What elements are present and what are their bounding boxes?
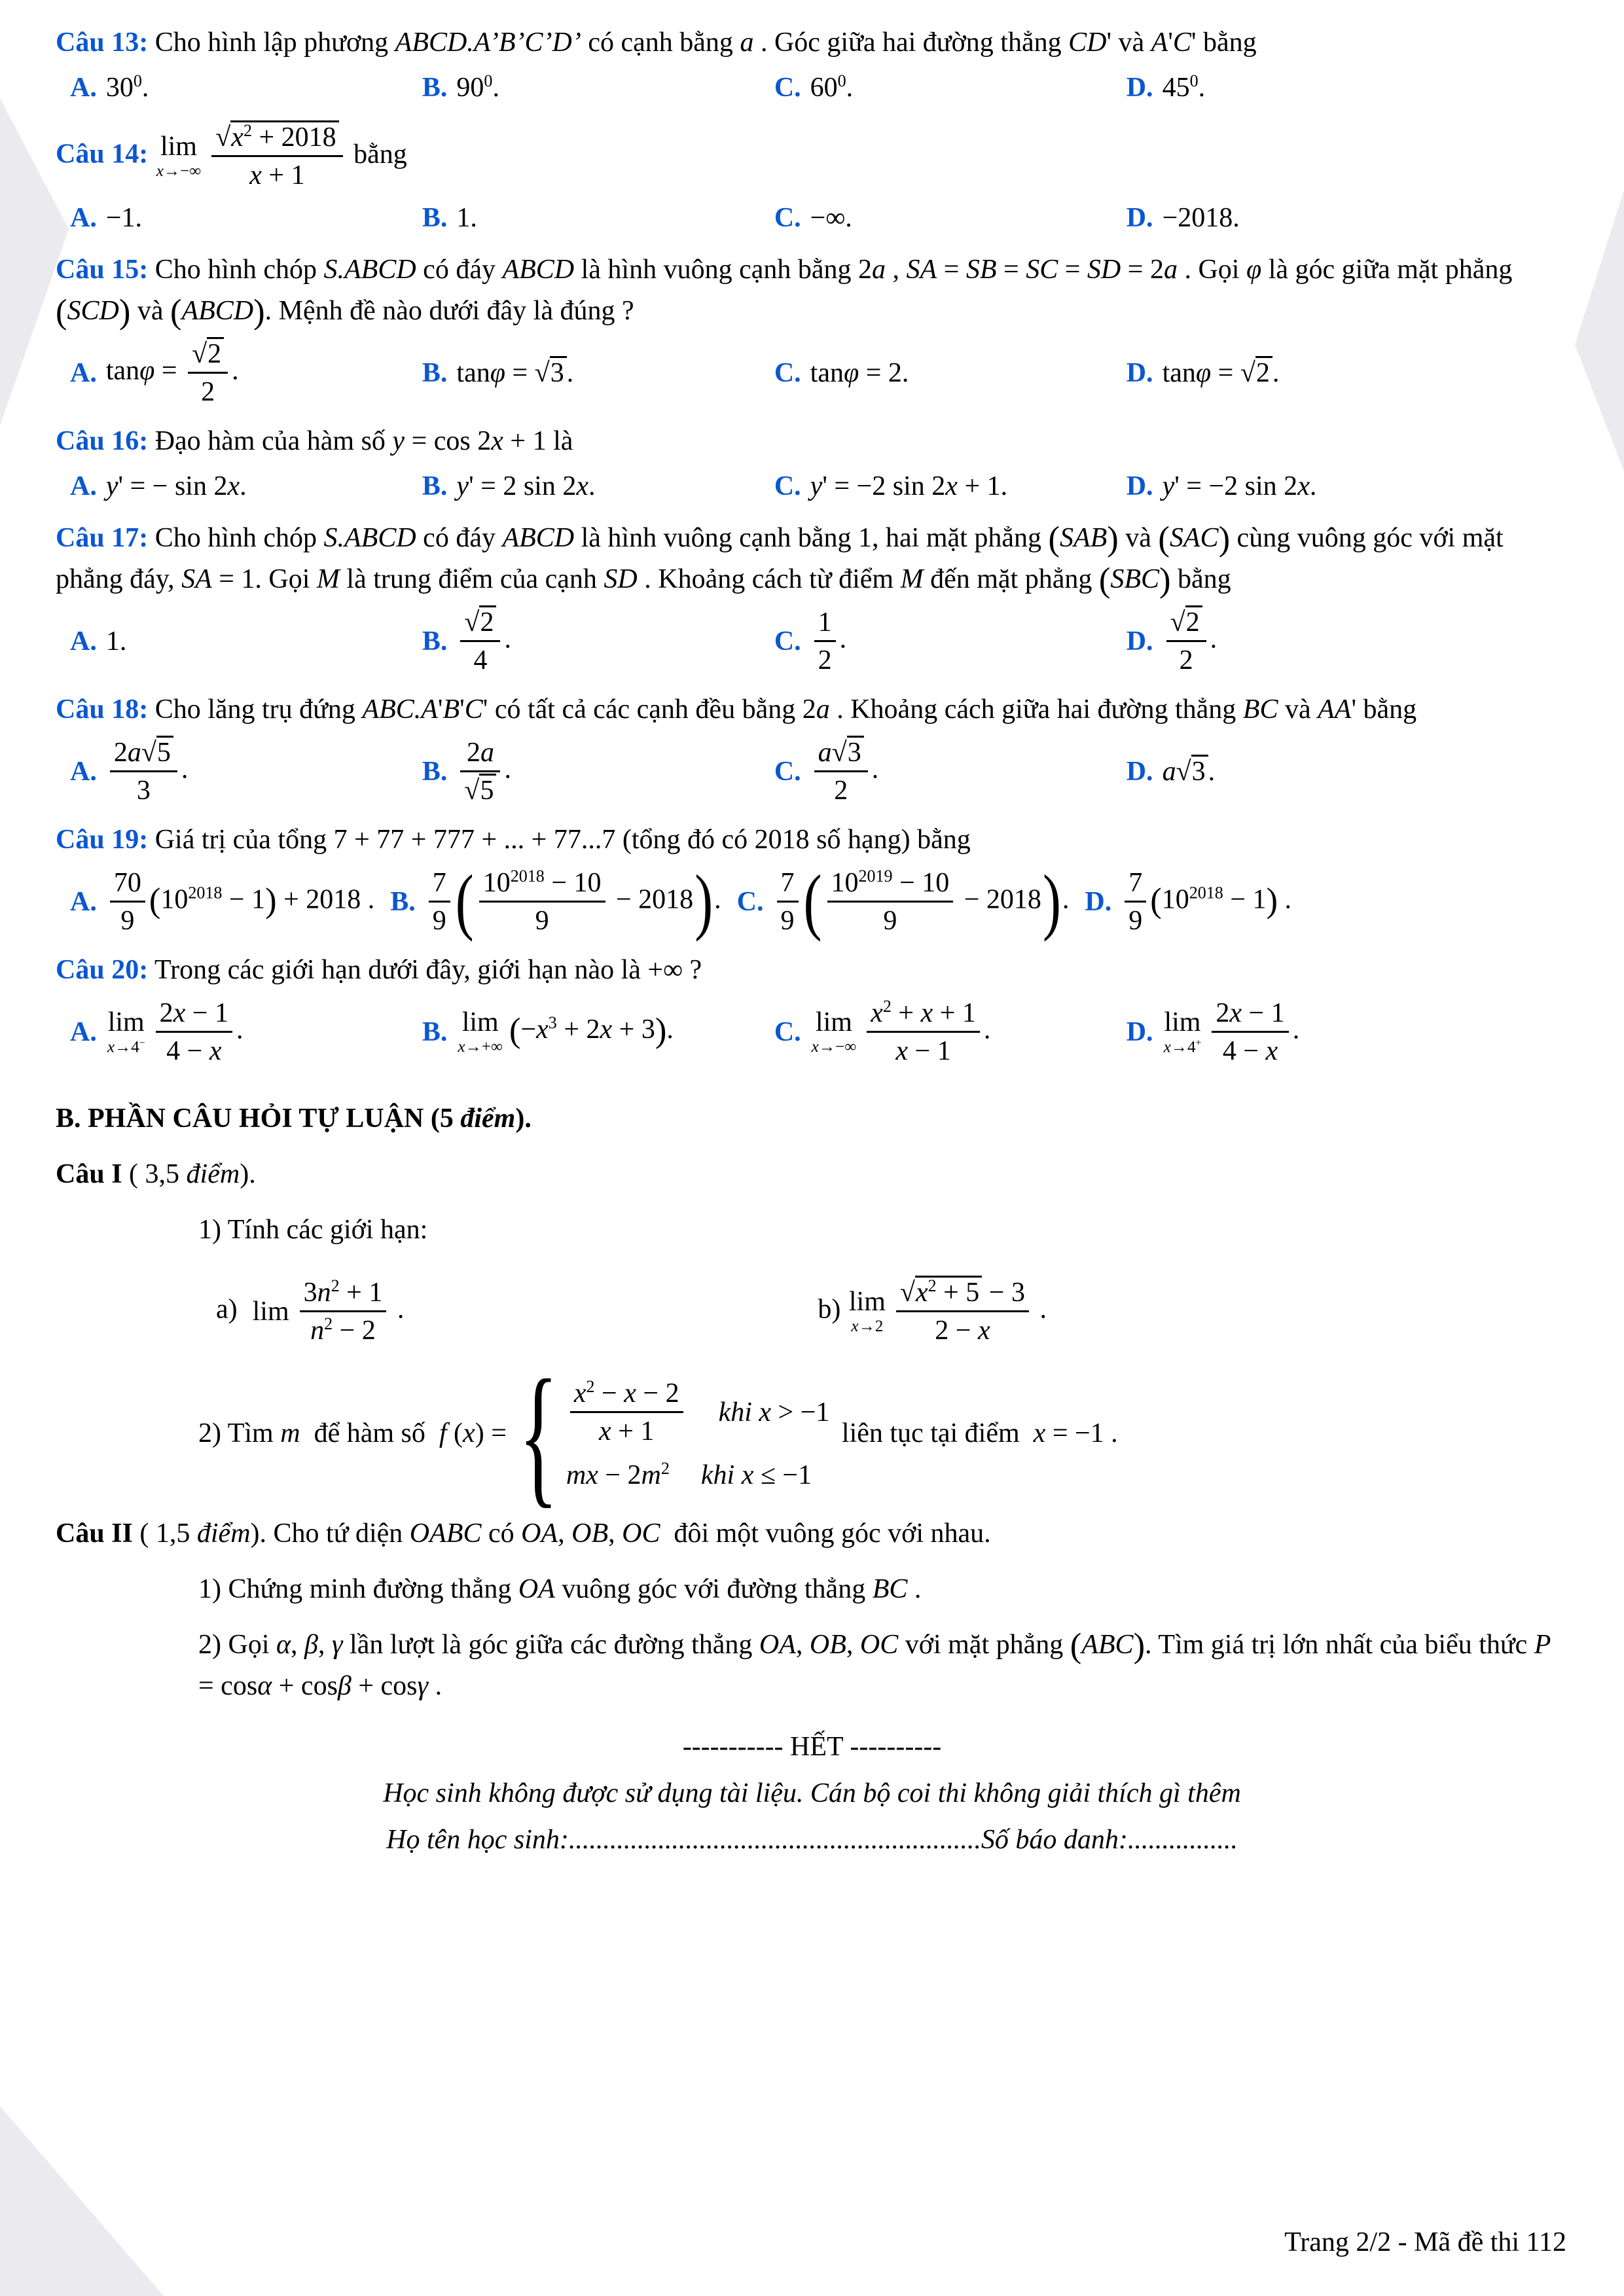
option-text: $45^0$. xyxy=(1162,71,1206,103)
option-letter: D. xyxy=(1085,886,1112,917)
essay-section xyxy=(56,1098,1568,1707)
option-text: −∞. xyxy=(810,203,852,233)
option-c xyxy=(774,995,1127,1069)
option-b xyxy=(422,198,774,239)
option-letter: D. xyxy=(1126,203,1153,233)
option-text: y' = 2 sin 2x. xyxy=(456,471,596,501)
page-footer: Trang 2/2 - Mã đề thi 112 xyxy=(1284,2227,1566,2257)
option-text: $\frac{√2}{4}$ . xyxy=(456,604,511,679)
option-text: tanφ = $\frac{√2}{2}$ . xyxy=(106,336,239,410)
option-text: $\frac{a√3}{2}$ . xyxy=(810,734,879,809)
option-letter: C. xyxy=(774,626,801,656)
option-c xyxy=(774,734,1127,809)
question-text: lim x→−∞ $\frac{√x^2 + 2018}{x + 1}$ bằng xyxy=(155,139,407,170)
option-a xyxy=(70,621,422,662)
option-d xyxy=(1127,604,1568,679)
option-text: tanφ = √3. xyxy=(456,353,573,394)
option-letter: B. xyxy=(390,886,416,917)
answer-options xyxy=(56,995,1568,1069)
option-letter: A. xyxy=(70,756,97,787)
option-letter: C. xyxy=(774,471,801,501)
question-number: Câu 17: xyxy=(56,523,149,553)
option-b xyxy=(422,604,774,679)
option-letter: D. xyxy=(1126,756,1153,787)
option-text: $\frac{2a√5}{3}$ . xyxy=(106,734,189,809)
essay-item-1: 1) Tính các giới hạn: xyxy=(198,1215,428,1245)
option-letter: A. xyxy=(70,73,97,103)
option-text: $\frac{7}{9}$ ( $\frac{10^{2019} - 10}{9}$ − 2018). xyxy=(773,865,1070,939)
question-stem-line xyxy=(56,689,1568,730)
essay-item-2: 2) Tìm m để hàm số f (x) = { $x^2 - x - 2$ x + 1 khi x > −1 mx − $2m^2$ khi x ≤ −1 liên tục tại điểm x = −1 . xyxy=(198,1348,1118,1522)
limit-b: b) lim x→2 $\frac{√x^2 + 5 - 3}{2 - x}$ . xyxy=(818,1274,1047,1349)
option-letter: D. xyxy=(1126,1016,1153,1047)
option-text: $30^0$. xyxy=(105,71,149,103)
end-marker: ----------- HẾT ---------- xyxy=(682,1732,942,1762)
option-d xyxy=(1127,67,1568,109)
option-a xyxy=(70,198,422,239)
option-letter: C. xyxy=(774,357,801,388)
option-d xyxy=(1127,353,1568,394)
limit-a: a) lim $\frac{3n^2 + 1}{n^2 - 2}$ . xyxy=(216,1274,818,1349)
option-text: $\frac{7}{9}$ ( $\frac{10^{2018} - 10}{9}$ − 2018). xyxy=(425,865,721,939)
option-a xyxy=(70,466,422,507)
option-text: tanφ = 2. xyxy=(810,357,909,388)
watermark-shape xyxy=(1575,190,1624,471)
essay-cau-ii: Câu II ( 1,5 điểm). Cho tứ diện OABC có OA, OB, OC đôi một vuông góc với nhau. xyxy=(56,1518,991,1549)
option-text: lim x→4+ $\frac{2x - 1}{4 - x}$ . xyxy=(1163,995,1300,1069)
option-text: lim x→−∞ $\frac{x^2 + x + 1}{x - 1}$ . xyxy=(810,995,991,1069)
question-stem-line xyxy=(56,819,1568,861)
option-letter: C. xyxy=(736,886,764,917)
question-15 xyxy=(56,249,1568,410)
option-b xyxy=(422,67,774,109)
answer-options xyxy=(56,604,1568,679)
question-stem-line xyxy=(56,950,1568,991)
option-text: a√3. xyxy=(1163,751,1216,793)
option-letter: B. xyxy=(422,357,448,388)
footer-block xyxy=(56,1727,1568,1861)
question-19 xyxy=(56,819,1568,942)
option-text: $\frac{7}{9}$ $(10^{2018} - 1)$ . xyxy=(1121,865,1291,939)
option-letter: A. xyxy=(70,886,97,917)
option-letter: B. xyxy=(422,73,448,103)
option-text: −1. xyxy=(105,203,143,233)
option-b xyxy=(422,1007,774,1056)
option-letter: A. xyxy=(70,1016,97,1047)
question-number: Câu 15: xyxy=(56,255,149,285)
question-17 xyxy=(56,518,1568,679)
option-letter: D. xyxy=(1126,626,1153,656)
option-letter: B. xyxy=(422,756,448,787)
answer-options xyxy=(56,67,1568,109)
option-letter: A. xyxy=(70,626,97,656)
question-text: Cho hình lập phương ABCD.A’B’C’D’ có cạnh bằng a . Góc giữa hai đường thẳng CD' và A'C' bằng xyxy=(154,27,1257,58)
option-letter: D. xyxy=(1126,73,1153,103)
option-text: $\frac{2a}{√5}$ . xyxy=(456,734,511,809)
option-letter: A. xyxy=(70,357,97,388)
option-text: y' = −2 sin 2x. xyxy=(1162,471,1317,501)
option-letter: C. xyxy=(774,203,801,233)
question-number: Câu 18: xyxy=(56,694,149,725)
option-letter: C. xyxy=(774,73,801,103)
option-letter: B. xyxy=(422,203,448,233)
answer-options xyxy=(56,734,1568,809)
option-c xyxy=(774,604,1127,679)
question-14 xyxy=(56,119,1568,239)
exam-note: Học sinh không được sử dụng tài liệu. Cán bộ coi thi không giải thích gì thêm xyxy=(383,1778,1241,1808)
option-letter: A. xyxy=(70,471,97,501)
cau-ii-item-2: 2) Gọi α, β, γ lần lượt là góc giữa các đường thẳng OA, OB, OC với mặt phẳng (ABC). Tìm giá trị lớn nhất của biểu thức P = cosα + cosβ + cosγ . xyxy=(198,1626,1551,1701)
student-name-line: Họ tên học sinh:............................................................Số báo danh:................ xyxy=(386,1825,1238,1855)
option-text: −2018. xyxy=(1162,203,1240,233)
option-text: 1. xyxy=(105,626,127,656)
answer-options xyxy=(56,336,1568,410)
option-a xyxy=(70,67,422,109)
question-number: Câu 19: xyxy=(56,825,149,855)
question-text: Cho lăng trụ đứng ABC.A'B'C' có tất cả các cạnh đều bằng 2a . Khoảng cách giữa hai đường thẳng BC và AA' bằng xyxy=(154,694,1417,725)
question-text: Đạo hàm của hàm số y = cos 2x + 1 là xyxy=(154,426,573,456)
essay-cau-i: Câu I ( 3,5 điểm). xyxy=(56,1159,256,1189)
option-text: 1. xyxy=(456,203,477,233)
option-text: $\frac{√2}{2}$ . xyxy=(1163,604,1218,679)
question-text: Trong các giới hạn dưới đây, giới hạn nào là +∞ ? xyxy=(154,955,702,985)
option-c xyxy=(774,67,1127,109)
answer-options xyxy=(56,466,1568,507)
question-number: Câu 16: xyxy=(56,426,149,456)
option-c xyxy=(774,466,1127,507)
question-number: Câu 14: xyxy=(56,139,149,170)
question-16 xyxy=(56,421,1568,507)
option-d xyxy=(1127,466,1568,507)
question-13 xyxy=(56,22,1568,109)
option-d xyxy=(1085,865,1291,939)
option-c xyxy=(774,353,1127,394)
question-18 xyxy=(56,689,1568,809)
option-text: lim x→+∞ $(-x^3 + 2x + 3)$. xyxy=(458,1007,674,1056)
multiple-choice-section xyxy=(56,22,1568,1069)
option-c xyxy=(736,860,1070,942)
question-number: Câu 13: xyxy=(56,27,149,58)
option-b xyxy=(422,734,774,809)
option-d xyxy=(1127,751,1568,793)
option-text: tanφ = √2. xyxy=(1163,353,1280,394)
question-20 xyxy=(56,950,1568,1069)
question-stem-line xyxy=(56,421,1568,462)
watermark-shape xyxy=(0,2106,164,2296)
option-text: $\frac{70}{9}$ $(10^{2018} - 1) + 2018$ . xyxy=(106,865,374,939)
option-b xyxy=(422,466,774,507)
limits-row xyxy=(56,1274,1568,1349)
question-text: Giá trị của tổng 7 + 77 + 777 + ... + 77...7 (tổng đó có 2018 số hạng) bằng xyxy=(154,825,971,855)
option-a xyxy=(70,865,374,939)
option-text: $\frac{1}{2}$ . xyxy=(810,604,847,679)
option-letter: D. xyxy=(1126,357,1153,388)
answer-options xyxy=(56,198,1568,239)
option-text: lim x→4− $\frac{2x - 1}{4 - x}$ . xyxy=(106,995,244,1069)
question-text: Cho hình chóp S.ABCD có đáy ABCD là hình vuông cạnh bằng 1, hai mặt phẳng (SAB) và (SAC) cùng vuông góc với mặt phẳng đáy, SA = 1. Gọi M là trung điểm của cạnh SD . Khoảng cách từ điểm M đến mặt phẳng (SBC) bằng xyxy=(56,520,1504,600)
option-text: y' = −2 sin 2x + 1. xyxy=(810,471,1008,501)
option-a xyxy=(70,734,422,809)
question-stem-line xyxy=(56,22,1568,63)
question-stem-line xyxy=(56,119,1568,194)
option-letter: D. xyxy=(1126,471,1153,501)
cau-ii-item-1: 1) Chứng minh đường thẳng OA vuông góc với đường thẳng BC . xyxy=(198,1574,922,1604)
option-letter: A. xyxy=(70,203,97,233)
question-stem-line xyxy=(56,249,1568,332)
option-letter: B. xyxy=(422,1016,448,1047)
option-b xyxy=(390,860,721,942)
option-text: y' = − sin 2x. xyxy=(105,471,247,501)
option-letter: B. xyxy=(422,471,448,501)
question-stem-line xyxy=(56,518,1568,600)
answer-options xyxy=(56,860,1568,942)
option-text: $90^0$. xyxy=(456,71,499,103)
question-number: Câu 20: xyxy=(56,955,149,985)
option-d xyxy=(1127,995,1568,1069)
option-letter: B. xyxy=(422,626,448,656)
option-text: $60^0$. xyxy=(810,71,854,103)
essay-heading: B. PHẦN CÂU HỎI TỰ LUẬN (5 điểm). xyxy=(56,1103,532,1134)
option-a xyxy=(70,336,422,410)
option-b xyxy=(422,353,774,394)
option-d xyxy=(1127,198,1568,239)
option-letter: C. xyxy=(774,1016,801,1047)
question-text: Cho hình chóp S.ABCD có đáy ABCD là hình vuông cạnh bằng 2a , SA = SB = SC = SD = 2a . Gọi φ là góc giữa mặt phẳng (SCD) và (ABCD). Mệnh đề nào dưới đây là đúng ? xyxy=(56,255,1513,331)
option-a xyxy=(70,995,422,1069)
option-letter: C. xyxy=(774,756,801,787)
option-c xyxy=(774,198,1127,239)
